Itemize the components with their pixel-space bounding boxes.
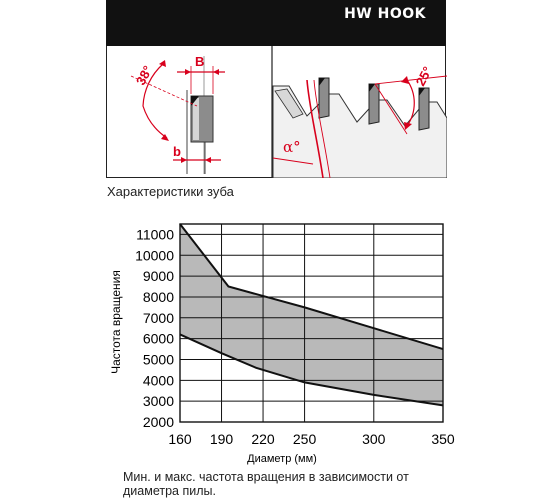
x-tick-label: 250 [292, 431, 317, 447]
y-tick-label: 5000 [142, 351, 174, 368]
dim-small-b-arrow-right [205, 157, 211, 163]
label-big-b: B [195, 54, 205, 69]
plot-area [135, 224, 455, 447]
label-right-angle: 25° [412, 64, 436, 89]
y-tick-label: 11000 [136, 226, 174, 243]
y-tick-label: 6000 [142, 330, 174, 347]
x-axis-label: Диаметр (мм) [247, 453, 317, 465]
y-axis-label: Частота вращения [109, 270, 123, 374]
hook-arrow-top [401, 76, 409, 84]
label-small-b: b [173, 144, 181, 159]
dim-small-b-arrow-left [181, 157, 187, 163]
y-tick-label: 9000 [142, 268, 174, 285]
x-tick-label: 220 [251, 431, 275, 447]
tooth-diagram-panel [106, 46, 446, 178]
y-tick-label: 2000 [142, 414, 174, 430]
y-tick-label: 10000 [135, 247, 174, 264]
header-band [106, 0, 446, 46]
label-left-angle: 38° [132, 63, 156, 88]
blade-teeth-figure [273, 64, 447, 178]
y-tick-label: 7000 [142, 309, 174, 326]
single-tooth-figure [131, 54, 225, 174]
x-tick-label: 190 [209, 431, 234, 447]
x-tick-label: 350 [431, 431, 455, 447]
chart-caption: Мин. и макс. частота вращения в зависимости от диаметра пилы. [123, 470, 409, 498]
y-tick-label: 8000 [142, 288, 174, 305]
y-tick-label: 4000 [142, 372, 174, 389]
y-tick-label: 3000 [142, 393, 174, 410]
rpm-range-area [180, 224, 443, 405]
tooth-3 [419, 88, 429, 130]
tooth-caption: Характеристики зуба [107, 184, 234, 199]
dim-big-b-arrow-right [213, 69, 219, 75]
header-title: HW HOOK [344, 6, 426, 22]
tooth-highlight [193, 98, 199, 140]
hook-ray-1 [375, 76, 447, 84]
x-tick-label: 300 [362, 431, 386, 447]
x-tick-label: 160 [168, 431, 192, 447]
rpm-chart [0, 200, 560, 470]
tooth-diagram [107, 46, 447, 178]
label-alpha: α° [283, 138, 301, 156]
dim-big-b-arrow-left [185, 69, 191, 75]
